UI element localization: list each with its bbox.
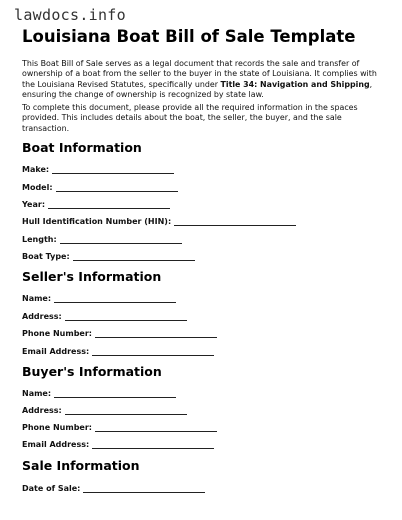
field-boat-hin[interactable] xyxy=(22,216,296,226)
intro-paragraph xyxy=(22,59,384,100)
blank-line[interactable] xyxy=(174,216,296,226)
field-boat-make[interactable] xyxy=(22,164,174,174)
intro-text-part1: This Boat Bill of Sale serves as a legal document that records the sale and transfer of ownership of a boat from the seller to the buyer in the state of Louisiana. It complies with the Louisiana Revised Statutes, specifically under xyxy=(22,59,377,89)
section-heading-sale: Sale Information xyxy=(22,458,140,473)
field-label: Model: xyxy=(22,183,53,192)
field-label: Address: xyxy=(22,406,62,415)
field-label: Year: xyxy=(22,200,46,209)
field-label: Date of Sale: xyxy=(22,484,81,493)
blank-line[interactable] xyxy=(60,234,182,244)
field-label: Length: xyxy=(22,235,57,244)
blank-line[interactable] xyxy=(83,483,205,493)
field-seller-phone[interactable] xyxy=(22,328,217,338)
field-buyer-email[interactable] xyxy=(22,439,214,449)
field-seller-name[interactable] xyxy=(22,293,176,303)
field-label: Address: xyxy=(22,312,62,321)
blank-line[interactable] xyxy=(52,164,174,174)
field-label: Phone Number: xyxy=(22,423,92,432)
instructions-paragraph: To complete this document, please provide all the required information in the spaces provided. This includes details about the boat, the seller, the buyer, and the sale transaction. xyxy=(22,103,358,133)
field-label: Name: xyxy=(22,389,52,398)
field-boat-type[interactable] xyxy=(22,251,195,261)
field-label: Email Address: xyxy=(22,347,90,356)
site-brand: lawdocs.info xyxy=(14,6,126,24)
intro-text-part2: , ensuring the change of ownership is recognized by state law. xyxy=(22,79,373,99)
blank-line[interactable] xyxy=(95,328,217,338)
field-sale-date[interactable] xyxy=(22,483,205,493)
field-label: Make: xyxy=(22,165,50,174)
blank-line[interactable] xyxy=(54,388,176,398)
section-heading-buyer: Buyer's Information xyxy=(22,364,162,379)
blank-line[interactable] xyxy=(73,251,195,261)
blank-line[interactable] xyxy=(95,422,217,432)
field-buyer-name[interactable] xyxy=(22,388,176,398)
field-seller-email[interactable] xyxy=(22,346,214,356)
field-boat-model[interactable] xyxy=(22,182,178,192)
blank-line[interactable] xyxy=(65,311,187,321)
blank-line[interactable] xyxy=(92,346,214,356)
blank-line[interactable] xyxy=(65,405,187,415)
blank-line[interactable] xyxy=(54,293,176,303)
field-label: Hull Identification Number (HIN): xyxy=(22,217,172,226)
field-boat-length[interactable] xyxy=(22,234,182,244)
section-heading-boat: Boat Information xyxy=(22,140,142,155)
field-buyer-phone[interactable] xyxy=(22,422,217,432)
section-heading-seller: Seller's Information xyxy=(22,269,162,284)
field-label: Phone Number: xyxy=(22,329,92,338)
field-label: Name: xyxy=(22,294,52,303)
blank-line[interactable] xyxy=(48,199,170,209)
field-label: Boat Type: xyxy=(22,252,70,261)
field-buyer-address[interactable] xyxy=(22,405,187,415)
intro-statute-title: Title 34: Navigation and Shipping xyxy=(220,79,370,89)
field-label: Email Address: xyxy=(22,440,90,449)
page-title: Louisiana Boat Bill of Sale Template xyxy=(22,27,356,46)
field-boat-year[interactable] xyxy=(22,199,170,209)
field-seller-address[interactable] xyxy=(22,311,187,321)
blank-line[interactable] xyxy=(56,182,178,192)
blank-line[interactable] xyxy=(92,439,214,449)
